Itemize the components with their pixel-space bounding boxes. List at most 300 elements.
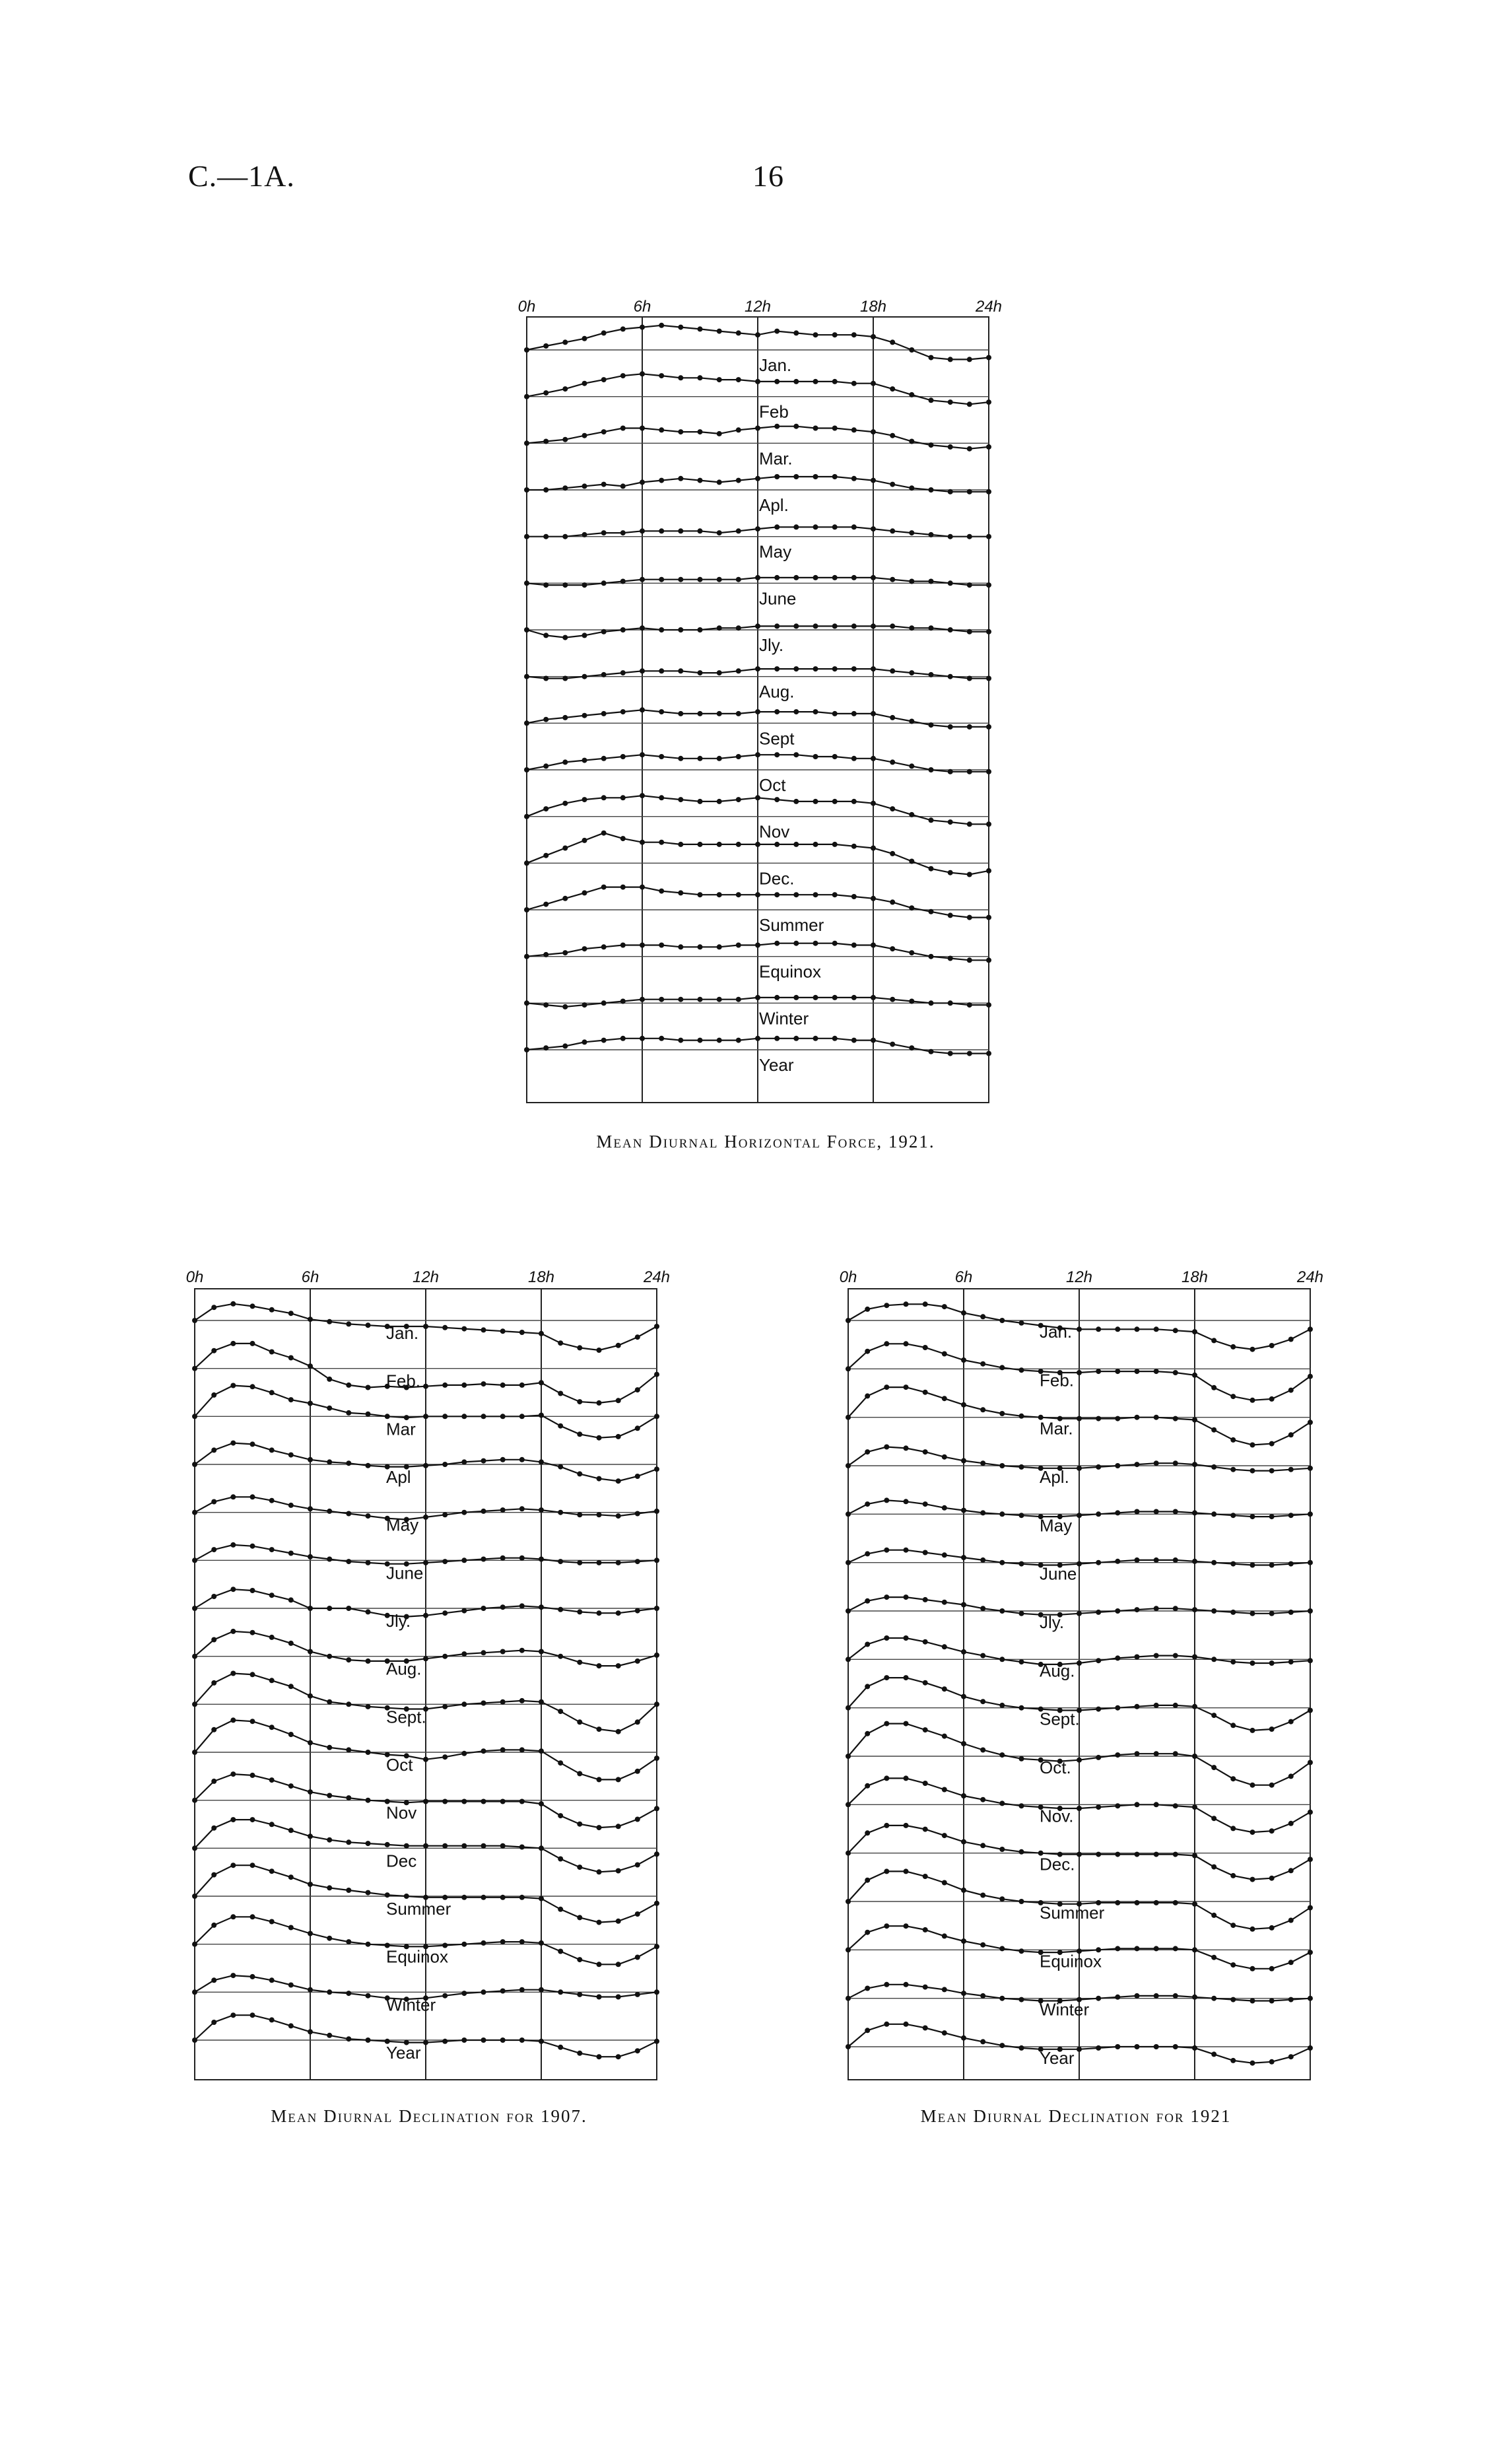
data-point-jan xyxy=(986,355,991,360)
series-label-jly: Jly. xyxy=(759,635,784,655)
data-point-aug xyxy=(1230,1659,1236,1664)
data-point-winter xyxy=(904,1982,909,1987)
data-point-apl xyxy=(1154,1460,1159,1466)
data-point-feb xyxy=(597,1400,602,1406)
data-point-feb xyxy=(1135,1369,1140,1374)
data-point-dec xyxy=(942,1833,947,1838)
data-point-nov xyxy=(678,797,683,802)
data-point-oct xyxy=(698,756,703,761)
data-point-jly xyxy=(1077,1611,1082,1616)
data-point-sept xyxy=(980,1699,985,1704)
data-point-summer xyxy=(539,1896,544,1901)
data-point-may xyxy=(865,1501,870,1507)
data-point-equinox xyxy=(1230,1962,1236,1968)
data-point-nov xyxy=(942,1787,947,1793)
series-label-jly: Jly. xyxy=(1040,1612,1065,1632)
data-point-may xyxy=(1211,1511,1216,1517)
data-point-mar xyxy=(1230,1437,1236,1443)
data-point-aug xyxy=(890,668,895,673)
data-point-summer xyxy=(698,892,703,897)
data-point-nov xyxy=(230,1771,236,1777)
data-point-nov xyxy=(308,1789,313,1795)
data-point-equinox xyxy=(250,1914,255,1919)
data-point-oct xyxy=(211,1727,216,1732)
page-number: 16 xyxy=(752,159,784,193)
data-point-aug xyxy=(846,1657,851,1662)
data-point-jly xyxy=(308,1606,313,1611)
data-point-feb xyxy=(481,1381,486,1386)
data-point-equinox xyxy=(562,950,568,955)
data-point-equinox xyxy=(616,1962,621,1967)
data-point-summer xyxy=(582,890,587,895)
data-point-aug xyxy=(904,1635,909,1641)
data-point-equinox xyxy=(904,1923,909,1929)
data-point-mar xyxy=(442,1414,448,1419)
data-point-jly xyxy=(620,627,626,633)
data-point-year xyxy=(1230,2058,1236,2063)
data-point-may xyxy=(678,528,683,533)
data-point-aug xyxy=(461,1651,467,1657)
data-point-june xyxy=(1115,1559,1120,1564)
data-point-jan xyxy=(539,1331,544,1336)
data-point-oct xyxy=(620,754,626,759)
data-point-jly xyxy=(999,1608,1005,1614)
data-point-summer xyxy=(961,1888,966,1893)
data-point-summer xyxy=(346,1888,351,1893)
data-point-oct xyxy=(269,1725,275,1730)
data-point-winter xyxy=(659,997,664,1002)
data-point-sept xyxy=(442,1704,448,1709)
data-point-year xyxy=(1077,2047,1082,2052)
series-label-dec: Dec xyxy=(386,1851,417,1871)
data-point-jan xyxy=(717,329,722,334)
data-point-apl xyxy=(1096,1464,1101,1470)
data-point-feb xyxy=(929,397,934,403)
data-point-oct xyxy=(890,759,895,765)
data-point-dec xyxy=(620,836,626,841)
data-point-equinox xyxy=(1019,1948,1024,1954)
data-point-jly xyxy=(640,625,645,631)
data-point-apl xyxy=(288,1453,294,1458)
data-point-dec xyxy=(846,1851,851,1856)
data-point-summer xyxy=(230,1863,236,1868)
data-point-mar xyxy=(288,1397,294,1402)
data-point-nov xyxy=(890,806,895,811)
data-point-oct xyxy=(1250,1783,1255,1788)
data-point-june xyxy=(346,1559,351,1564)
data-point-winter xyxy=(755,995,760,1000)
x-tick-label: 12h xyxy=(744,298,772,316)
data-point-may xyxy=(597,1512,602,1517)
declination-1921-chart xyxy=(839,1268,1330,2096)
series-label-nov: Nov. xyxy=(1040,1806,1074,1826)
data-point-oct xyxy=(942,1734,947,1739)
data-point-year xyxy=(948,1051,953,1056)
data-point-equinox xyxy=(793,941,799,946)
data-point-june xyxy=(601,580,607,586)
data-point-sept xyxy=(1288,1719,1294,1725)
data-point-dec xyxy=(904,1823,909,1828)
data-point-feb xyxy=(1288,1388,1294,1393)
data-point-mar xyxy=(986,444,991,450)
data-point-year xyxy=(813,1036,818,1041)
data-point-nov xyxy=(967,821,972,827)
data-point-june xyxy=(582,582,587,588)
data-point-mar xyxy=(423,1414,428,1419)
horizontal-force-1921-plot xyxy=(517,297,1010,1116)
data-point-aug xyxy=(929,672,934,677)
data-point-nov xyxy=(640,793,645,798)
data-point-june xyxy=(461,1557,467,1563)
data-point-aug xyxy=(884,1635,889,1641)
data-point-dec xyxy=(890,851,895,856)
series-label-aug: Aug. xyxy=(386,1659,422,1679)
data-point-dec xyxy=(717,842,722,847)
data-point-winter xyxy=(577,1992,582,1997)
data-point-apl xyxy=(929,487,934,493)
data-point-sept xyxy=(230,1671,236,1676)
data-point-feb xyxy=(327,1377,332,1382)
data-point-summer xyxy=(942,1880,947,1886)
data-point-aug xyxy=(1077,1660,1082,1666)
data-point-sept xyxy=(904,1675,909,1680)
data-point-year xyxy=(577,2051,582,2056)
data-point-winter xyxy=(346,1991,351,1996)
data-point-nov xyxy=(1192,1804,1197,1810)
data-point-mar xyxy=(1211,1427,1216,1433)
data-point-winter xyxy=(597,1995,602,2000)
data-point-year xyxy=(1096,2045,1101,2051)
data-point-aug xyxy=(774,666,780,671)
data-point-aug xyxy=(327,1654,332,1659)
data-point-june xyxy=(1096,1560,1101,1565)
data-point-dec xyxy=(1154,1852,1159,1857)
data-point-summer xyxy=(327,1885,332,1890)
data-point-summer xyxy=(846,1899,851,1904)
data-point-jly xyxy=(269,1592,275,1598)
data-point-sept xyxy=(774,709,780,714)
data-point-sept xyxy=(539,1699,544,1705)
data-point-nov xyxy=(597,1825,602,1830)
data-point-sept xyxy=(736,711,741,716)
data-point-nov xyxy=(620,795,626,800)
data-point-jly xyxy=(1269,1611,1275,1616)
data-point-equinox xyxy=(327,1936,332,1941)
data-point-apl xyxy=(755,476,760,481)
data-point-jan xyxy=(923,1301,928,1307)
data-point-jly xyxy=(890,623,895,629)
data-point-may xyxy=(1135,1509,1140,1515)
data-point-dec xyxy=(616,1868,621,1874)
data-point-jan xyxy=(481,1327,486,1332)
data-point-june xyxy=(923,1550,928,1556)
data-point-aug xyxy=(423,1656,428,1661)
data-point-equinox xyxy=(269,1919,275,1925)
data-point-winter xyxy=(1230,1997,1236,2002)
data-point-aug xyxy=(793,666,799,671)
data-point-may xyxy=(1019,1513,1024,1518)
data-point-winter xyxy=(980,1993,985,1999)
data-point-apl xyxy=(1173,1460,1178,1466)
data-point-year xyxy=(543,1045,549,1050)
data-point-year xyxy=(461,2037,467,2043)
data-point-may xyxy=(620,530,626,535)
data-point-equinox xyxy=(539,1940,544,1946)
data-point-mar xyxy=(967,446,972,452)
data-point-feb xyxy=(986,399,991,405)
data-point-equinox xyxy=(909,950,914,955)
data-point-june xyxy=(986,582,991,588)
data-point-may xyxy=(1269,1514,1275,1519)
data-point-equinox xyxy=(961,1938,966,1944)
data-point-year xyxy=(230,2012,236,2018)
data-point-apl xyxy=(967,489,972,495)
data-point-jly xyxy=(654,1606,659,1611)
data-point-mar xyxy=(890,433,895,438)
data-point-feb xyxy=(543,390,549,395)
data-point-nov xyxy=(192,1798,197,1803)
data-point-aug xyxy=(442,1654,448,1659)
data-point-jan xyxy=(884,1303,889,1308)
data-point-mar xyxy=(846,1415,851,1420)
data-point-feb xyxy=(211,1348,216,1353)
data-point-nov xyxy=(423,1799,428,1804)
x-tick-label: 24h xyxy=(643,1268,671,1286)
data-point-oct xyxy=(1269,1783,1275,1788)
data-point-equinox xyxy=(871,943,876,948)
series-label-oct: Oct. xyxy=(1040,1758,1071,1777)
data-point-feb xyxy=(698,375,703,380)
data-point-jly xyxy=(698,627,703,633)
data-point-year xyxy=(524,1047,529,1052)
data-point-jan xyxy=(698,326,703,331)
data-point-jan xyxy=(1077,1326,1082,1332)
data-point-year xyxy=(442,2039,448,2044)
data-point-may xyxy=(1115,1510,1120,1515)
data-point-may xyxy=(562,534,568,539)
data-point-june xyxy=(1192,1559,1197,1564)
data-point-dec xyxy=(967,872,972,877)
data-point-dec xyxy=(230,1817,236,1822)
data-point-summer xyxy=(385,1892,390,1898)
data-point-dec xyxy=(288,1828,294,1833)
data-point-oct xyxy=(1173,1751,1178,1756)
data-point-jan xyxy=(871,334,876,339)
data-point-oct xyxy=(558,1760,563,1765)
data-point-sept xyxy=(635,1719,640,1725)
data-point-june xyxy=(793,575,799,580)
data-point-jan xyxy=(461,1326,467,1332)
data-point-sept xyxy=(308,1694,313,1699)
data-point-jan xyxy=(736,330,741,335)
data-point-nov xyxy=(1250,1830,1255,1835)
data-point-year xyxy=(1308,2045,1313,2051)
data-point-dec xyxy=(1288,1868,1294,1873)
x-tick-label: 12h xyxy=(1065,1268,1093,1286)
data-point-apl xyxy=(524,487,529,493)
data-point-mar xyxy=(884,1385,889,1390)
data-point-jly xyxy=(346,1606,351,1611)
data-point-winter xyxy=(1192,1995,1197,2000)
data-point-oct xyxy=(1115,1752,1120,1758)
data-point-winter xyxy=(539,1987,544,1993)
data-point-aug xyxy=(967,676,972,681)
data-point-winter xyxy=(1096,1996,1101,2001)
data-point-jly xyxy=(442,1610,448,1616)
data-point-apl xyxy=(698,478,703,483)
data-point-oct xyxy=(846,1754,851,1759)
data-point-dec xyxy=(999,1847,1005,1852)
data-point-jan xyxy=(582,336,587,341)
data-point-jly xyxy=(539,1604,544,1610)
data-point-year xyxy=(871,1038,876,1043)
data-point-winter xyxy=(1269,1999,1275,2004)
data-point-mar xyxy=(1019,1414,1024,1419)
data-point-oct xyxy=(230,1717,236,1723)
data-point-nov xyxy=(813,799,818,804)
data-point-mar xyxy=(1288,1432,1294,1437)
data-point-summer xyxy=(519,1895,525,1900)
data-point-sept xyxy=(890,715,895,720)
data-point-summer xyxy=(1250,1927,1255,1932)
data-point-jan xyxy=(1115,1326,1120,1332)
data-point-winter xyxy=(948,1000,953,1006)
data-point-feb xyxy=(635,1387,640,1392)
data-point-may xyxy=(582,532,587,537)
data-point-jly xyxy=(211,1594,216,1599)
data-point-dec xyxy=(1135,1852,1140,1857)
data-point-aug xyxy=(1211,1657,1216,1662)
data-point-jan xyxy=(755,332,760,337)
data-point-mar xyxy=(481,1414,486,1419)
data-point-june xyxy=(562,582,568,588)
data-point-equinox xyxy=(654,1944,659,1949)
data-point-equinox xyxy=(929,954,934,959)
data-point-sept xyxy=(832,711,838,716)
data-point-sept xyxy=(1192,1704,1197,1709)
data-point-equinox xyxy=(543,952,549,957)
data-point-june xyxy=(717,577,722,582)
data-point-mar xyxy=(942,1396,947,1401)
series-label-jan: Jan. xyxy=(1040,1322,1073,1342)
data-point-may xyxy=(1250,1514,1255,1519)
data-point-jly xyxy=(1211,1608,1216,1614)
data-point-nov xyxy=(980,1797,985,1802)
data-point-year xyxy=(923,2026,928,2031)
data-point-jan xyxy=(230,1301,236,1307)
data-point-sept xyxy=(678,711,683,716)
data-point-june xyxy=(1077,1561,1082,1567)
data-point-may xyxy=(884,1497,889,1503)
data-point-equinox xyxy=(999,1946,1005,1951)
data-point-winter xyxy=(1211,1996,1216,2001)
data-point-summer xyxy=(543,902,549,907)
data-point-jan xyxy=(620,326,626,331)
x-tick-label: 6h xyxy=(633,298,651,316)
data-point-oct xyxy=(832,754,838,759)
data-point-feb xyxy=(980,1361,985,1367)
data-point-dec xyxy=(980,1843,985,1848)
data-point-year xyxy=(423,2040,428,2045)
data-point-winter xyxy=(884,1982,889,1987)
data-point-equinox xyxy=(967,957,972,963)
data-point-june xyxy=(230,1542,236,1548)
data-point-mar xyxy=(929,442,934,448)
data-point-year xyxy=(717,1038,722,1043)
data-point-jan xyxy=(980,1314,985,1319)
data-point-summer xyxy=(904,1868,909,1874)
data-point-year xyxy=(519,2037,525,2043)
data-point-nov xyxy=(909,812,914,817)
data-point-apl xyxy=(774,474,780,479)
data-point-equinox xyxy=(659,943,664,948)
data-point-may xyxy=(929,532,934,537)
series-label-nov: Nov xyxy=(759,821,790,842)
data-point-oct xyxy=(582,758,587,763)
data-point-summer xyxy=(929,909,934,914)
data-point-jly xyxy=(832,623,838,629)
data-point-dec xyxy=(884,1823,889,1828)
data-point-equinox xyxy=(717,944,722,949)
data-point-june xyxy=(192,1557,197,1563)
data-point-jly xyxy=(813,623,818,629)
data-point-dec xyxy=(423,1843,428,1849)
data-point-oct xyxy=(929,767,934,772)
data-point-nov xyxy=(659,795,664,800)
data-point-aug xyxy=(717,670,722,675)
data-point-mar xyxy=(1154,1415,1159,1420)
data-point-june xyxy=(736,577,741,582)
data-point-winter xyxy=(366,1993,371,1999)
data-point-apl xyxy=(1211,1464,1216,1470)
data-point-winter xyxy=(1173,1993,1178,1999)
data-point-jan xyxy=(640,325,645,330)
data-point-winter xyxy=(654,1989,659,1995)
data-point-year xyxy=(1192,2045,1197,2051)
data-point-mar xyxy=(500,1414,506,1419)
data-point-feb xyxy=(601,377,607,382)
data-point-jly xyxy=(423,1613,428,1618)
data-point-feb xyxy=(1096,1369,1101,1374)
data-point-sept xyxy=(793,709,799,714)
data-point-equinox xyxy=(980,1942,985,1948)
series-label-mar: Mar. xyxy=(1040,1418,1073,1439)
data-point-dec xyxy=(404,1843,409,1849)
data-point-aug xyxy=(865,1642,870,1647)
data-point-summer xyxy=(1115,1900,1120,1905)
data-point-aug xyxy=(230,1629,236,1634)
data-point-equinox xyxy=(1269,1966,1275,1971)
series-label-jly: Jly. xyxy=(386,1611,411,1631)
data-point-jan xyxy=(558,1340,563,1346)
data-point-oct xyxy=(308,1740,313,1746)
data-point-year xyxy=(192,2037,197,2043)
data-point-aug xyxy=(1096,1658,1101,1663)
data-point-dec xyxy=(1173,1852,1178,1857)
data-point-jan xyxy=(929,355,934,360)
data-point-sept xyxy=(865,1684,870,1689)
data-point-equinox xyxy=(211,1923,216,1928)
data-point-jly xyxy=(524,627,529,633)
data-point-mar xyxy=(698,429,703,434)
data-point-oct xyxy=(1211,1765,1216,1770)
data-point-feb xyxy=(890,386,895,392)
data-point-june xyxy=(327,1557,332,1562)
data-point-dec xyxy=(909,859,914,864)
data-point-mar xyxy=(1096,1416,1101,1421)
data-point-june xyxy=(884,1548,889,1553)
data-point-equinox xyxy=(519,1939,525,1944)
